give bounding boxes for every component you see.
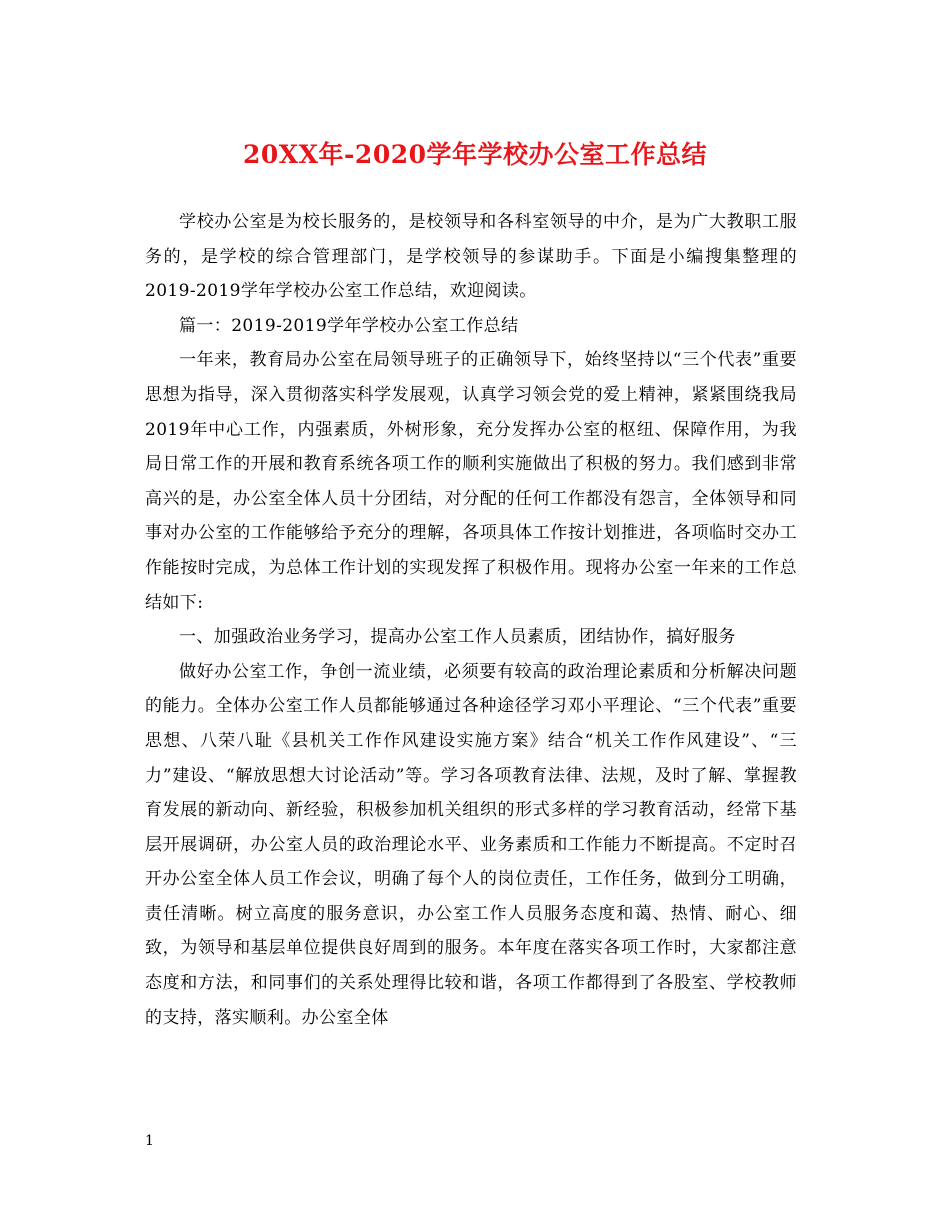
page-number: 1: [145, 1133, 154, 1149]
paragraph-intro: 学校办公室是为校长服务的，是校领导和各科室领导的中介，是为广大教职工服务的，是学校的综合管理部门，是学校领导的参谋助手。下面是小编搜集整理的2019-2019学年学校办公室工作总结，欢迎阅读。: [145, 212, 797, 302]
paragraph-section-heading: 篇一：2019-2019学年学校办公室工作总结: [179, 315, 519, 336]
paragraph-subheading-1: 一、加强政治业务学习，提高办公室工作人员素质，团结协作，搞好服务: [179, 627, 736, 648]
paragraph-study-service: 做好办公室工作，争创一流业绩，必须要有较高的政治理论素质和分析解决问题的能力。全体办公室工作人员都能够通过各种途径学习邓小平理论、“三个代表”重要思想、八荣八耻《县机关工作作风建设实施方案》结合“机关工作作风建设”、“三力”建设、“解放思想大讨论活动”等。学习各项教育法律、法规，及时了解、掌握教育发展的新动向、新经验，积极参加机关组织的形式多样的学习教育活动，经常下基层开展调研，办公室人员的政治理论水平、业务素质和工作能力不断提高。不定时召开办公室全体人员工作会议，明确了每个人的岗位责任，工作任务，做到分工明确，责任清晰。树立高度的服务意识，办公室工作人员服务态度和蔼、热情、耐心、细致，为领导和基层单位提供良好周到的服务。本年度在落实各项工作时，大家都注意态度和方法，和同事们的关系处理得比较和谐，各项工作都得到了各股室、学校教师的支持，落实顺利。办公室全体: [145, 661, 797, 1028]
paragraph-overview: 一年来，教育局办公室在局领导班子的正确领导下，始终坚持以“三个代表”重要思想为指导，深入贯彻落实科学发展观，认真学习领会党的爱上精神，紧紧围绕我局2019年中心工作，内强素质，外树形象，充分发挥办公室的枢纽、保障作用，为我局日常工作的开展和教育系统各项工作的顺利实施做出了积极的努力。我们感到非常高兴的是，办公室全体人员十分团结，对分配的任何工作都没有怨言，全体领导和同事对办公室的工作能够给予充分的理解，各项具体工作按计划推进，各项临时交办工作能按时完成，为总体工作计划的实现发挥了积极作用。现将办公室一年来的工作总结如下:: [145, 350, 797, 613]
document-title: 20XX年-2020学年学校办公室工作总结: [242, 140, 708, 169]
document-body: [145, 205, 797, 1035]
